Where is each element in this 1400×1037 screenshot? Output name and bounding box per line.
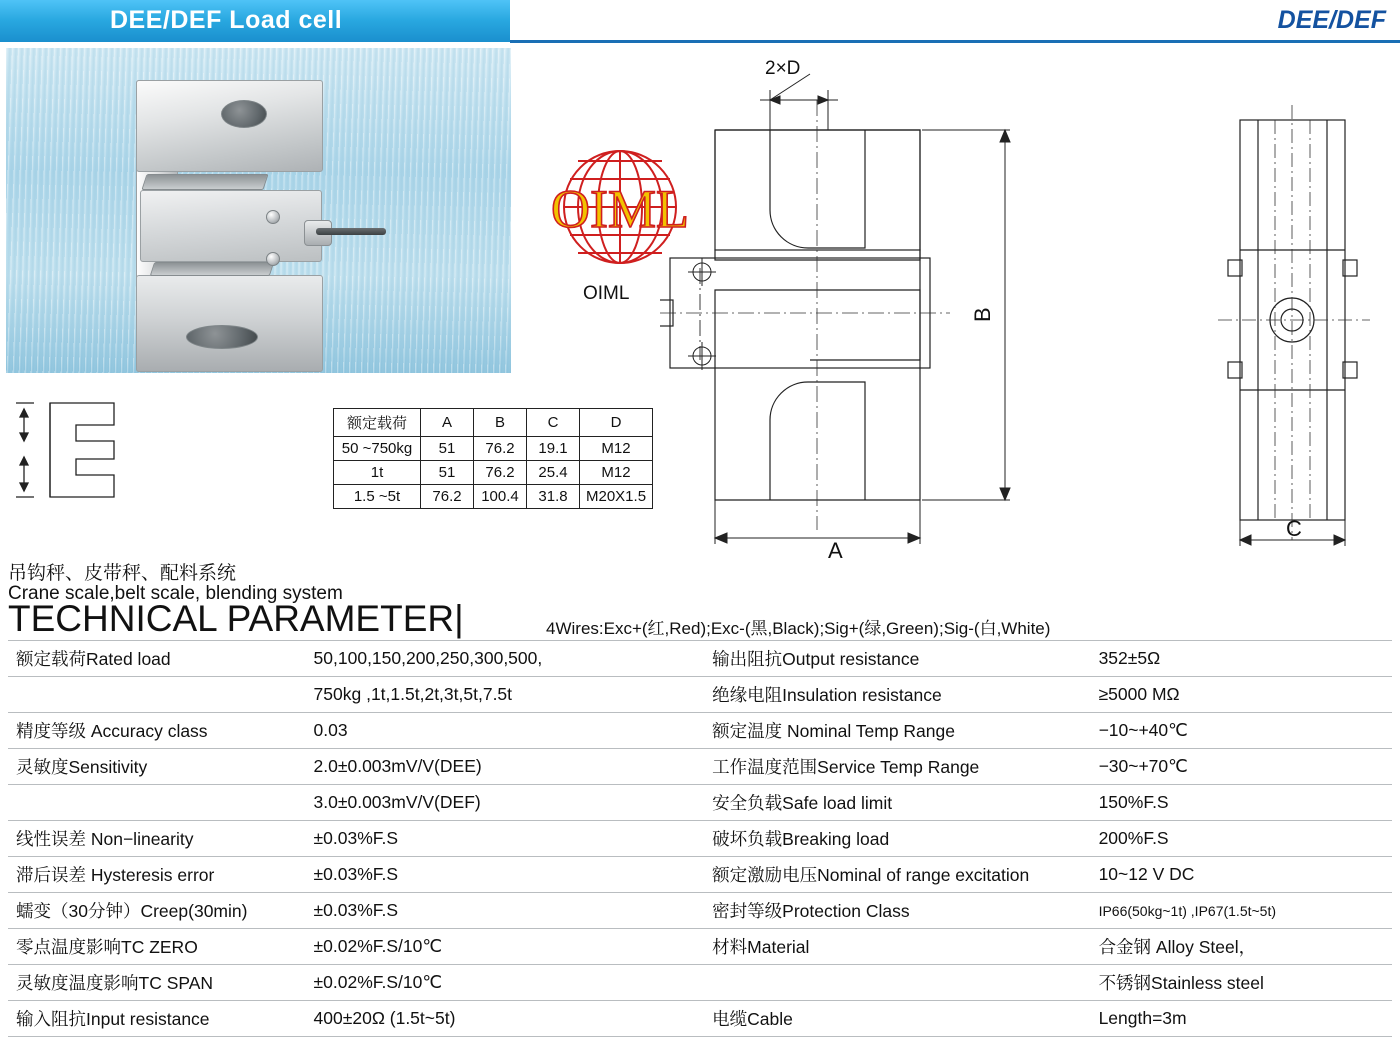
spec-label: 安全负载Safe load limit	[704, 785, 1090, 821]
load-cell-bottom-block	[136, 275, 323, 372]
svg-text:OIML: OIML	[551, 179, 689, 239]
spec-value: 0.03	[306, 713, 705, 749]
dimension-label-2xd: 2×D	[765, 60, 800, 79]
dim-cell: 50 ~750kg	[334, 437, 421, 461]
spec-value: ±0.03%F.S	[306, 821, 705, 857]
dim-cell: 100.4	[474, 485, 527, 509]
spec-value: −10~+40℃	[1091, 713, 1392, 749]
table-header-row	[334, 409, 653, 437]
table-row	[8, 785, 1392, 821]
spec-value: 50,100,150,200,250,300,500,	[306, 641, 705, 677]
table-row	[8, 677, 1392, 713]
application-caption-en: Crane scale,belt scale, blending system	[8, 583, 343, 605]
front-view-drawing	[660, 60, 1080, 560]
page-header	[0, 0, 1400, 46]
spec-value: 2.0±0.003mV/V(DEE)	[306, 749, 705, 785]
s-shape-icon	[8, 395, 128, 505]
technical-parameter-title: TECHNICAL PARAMETER|	[8, 598, 464, 640]
page-title: DEE/DEF Load cell	[110, 6, 342, 35]
dim-cell: M12	[580, 437, 653, 461]
dim-cell: 76.2	[421, 485, 474, 509]
dim-cell: 25.4	[527, 461, 580, 485]
spec-label: 蠕变（30分钟）Creep(30min)	[8, 893, 306, 929]
spec-label: 零点温度影响TC ZERO	[8, 929, 306, 965]
table-row	[8, 713, 1392, 749]
s-type-load-cell-image	[126, 70, 326, 350]
dimension-table	[333, 408, 653, 509]
dim-cell: 1t	[334, 461, 421, 485]
spec-label: 灵敏度温度影响TC SPAN	[8, 965, 306, 1001]
bottom-thread-hole	[186, 325, 258, 349]
spec-value: 150%F.S	[1091, 785, 1392, 821]
spec-label: 输出阻抗Output resistance	[704, 641, 1090, 677]
table-row	[8, 1001, 1392, 1037]
dim-cell: 1.5 ~5t	[334, 485, 421, 509]
table-row	[334, 461, 653, 485]
top-thread-hole	[221, 100, 267, 128]
spec-label	[704, 965, 1090, 1001]
cable	[316, 228, 386, 235]
table-row	[8, 641, 1392, 677]
spec-value: 不锈钢Stainless steel	[1091, 965, 1392, 1001]
spec-value: 10~12 V DC	[1091, 857, 1392, 893]
product-photo	[6, 48, 511, 373]
table-row	[8, 893, 1392, 929]
dim-cell: 31.8	[527, 485, 580, 509]
spec-value: 200%F.S	[1091, 821, 1392, 857]
upper-slot	[141, 174, 268, 190]
spec-value: ≥5000 MΩ	[1091, 677, 1392, 713]
spec-value: ±0.02%F.S/10℃	[306, 965, 705, 1001]
spec-label: 输入阻抗Input resistance	[8, 1001, 306, 1037]
spec-value: 750kg ,1t,1.5t,2t,3t,5t,7.5t	[306, 677, 705, 713]
spec-value: ±0.03%F.S	[306, 857, 705, 893]
dimension-label-b: B	[970, 307, 995, 322]
specification-table	[8, 640, 1392, 1037]
load-cell-middle-web	[140, 190, 322, 262]
table-row	[8, 857, 1392, 893]
header-model-label: DEE/DEF	[1278, 6, 1386, 35]
spec-label: 滞后误差 Hysteresis error	[8, 857, 306, 893]
wiring-note: 4Wires:Exc+(红,Red);Exc-(黑,Black);Sig+(绿,Green);Sig-(白,White)	[546, 614, 1050, 639]
table-row	[8, 929, 1392, 965]
screw-icon	[266, 252, 280, 266]
dim-header-cell: C	[527, 409, 580, 437]
spec-label: 绝缘电阻Insulation resistance	[704, 677, 1090, 713]
dim-header-cell: A	[421, 409, 474, 437]
application-caption-cn: 吊钩秤、皮带秤、配料系统	[8, 558, 236, 585]
table-row	[8, 749, 1392, 785]
lower-slot	[150, 262, 275, 276]
spec-label: 额定激励电压Nominal of range excitation	[704, 857, 1090, 893]
spec-label: 电缆Cable	[704, 1001, 1090, 1037]
spec-value: 400±20Ω (1.5t~5t)	[306, 1001, 705, 1037]
spec-value: 合金钢 Alloy Steel，	[1091, 929, 1392, 965]
side-view-drawing	[1200, 100, 1390, 550]
dim-header-cell: D	[580, 409, 653, 437]
spec-value: 352±5Ω	[1091, 641, 1392, 677]
spec-label: 工作温度范围Service Temp Range	[704, 749, 1090, 785]
dim-cell: M20X1.5	[580, 485, 653, 509]
spec-label	[8, 677, 306, 713]
dimension-label-a: A	[828, 538, 843, 560]
dim-cell: M12	[580, 461, 653, 485]
dim-cell: 76.2	[474, 461, 527, 485]
spec-value: 3.0±0.003mV/V(DEF)	[306, 785, 705, 821]
spec-label: 额定载荷Rated load	[8, 641, 306, 677]
load-cell-top-block	[136, 80, 323, 172]
oiml-caption: OIML	[583, 283, 629, 305]
spec-value: −30~+70℃	[1091, 749, 1392, 785]
spec-value: ±0.03%F.S	[306, 893, 705, 929]
spec-label	[8, 785, 306, 821]
table-row	[334, 485, 653, 509]
screw-icon	[266, 210, 280, 224]
spec-label: 额定温度 Nominal Temp Range	[704, 713, 1090, 749]
dim-header-cell: B	[474, 409, 527, 437]
header-divider	[510, 40, 1400, 43]
spec-label: 材料Material	[704, 929, 1090, 965]
spec-value: Length=3m	[1091, 1001, 1392, 1037]
dim-cell: 51	[421, 437, 474, 461]
dim-cell: 19.1	[527, 437, 580, 461]
spec-label: 密封等级Protection Class	[704, 893, 1090, 929]
dim-cell: 51	[421, 461, 474, 485]
dimension-label-c: C	[1286, 516, 1302, 541]
spec-value: IP66(50kg~1t) ,IP67(1.5t~5t)	[1091, 893, 1392, 929]
dim-header-cell: 额定载荷	[334, 409, 421, 437]
spec-label: 灵敏度Sensitivity	[8, 749, 306, 785]
spec-label: 线性误差 Non−linearity	[8, 821, 306, 857]
dim-cell: 76.2	[474, 437, 527, 461]
spec-label: 破坏负载Breaking load	[704, 821, 1090, 857]
spec-value: ±0.02%F.S/10℃	[306, 929, 705, 965]
table-row	[8, 965, 1392, 1001]
spec-label: 精度等级 Accuracy class	[8, 713, 306, 749]
table-row	[334, 437, 653, 461]
table-row	[8, 821, 1392, 857]
